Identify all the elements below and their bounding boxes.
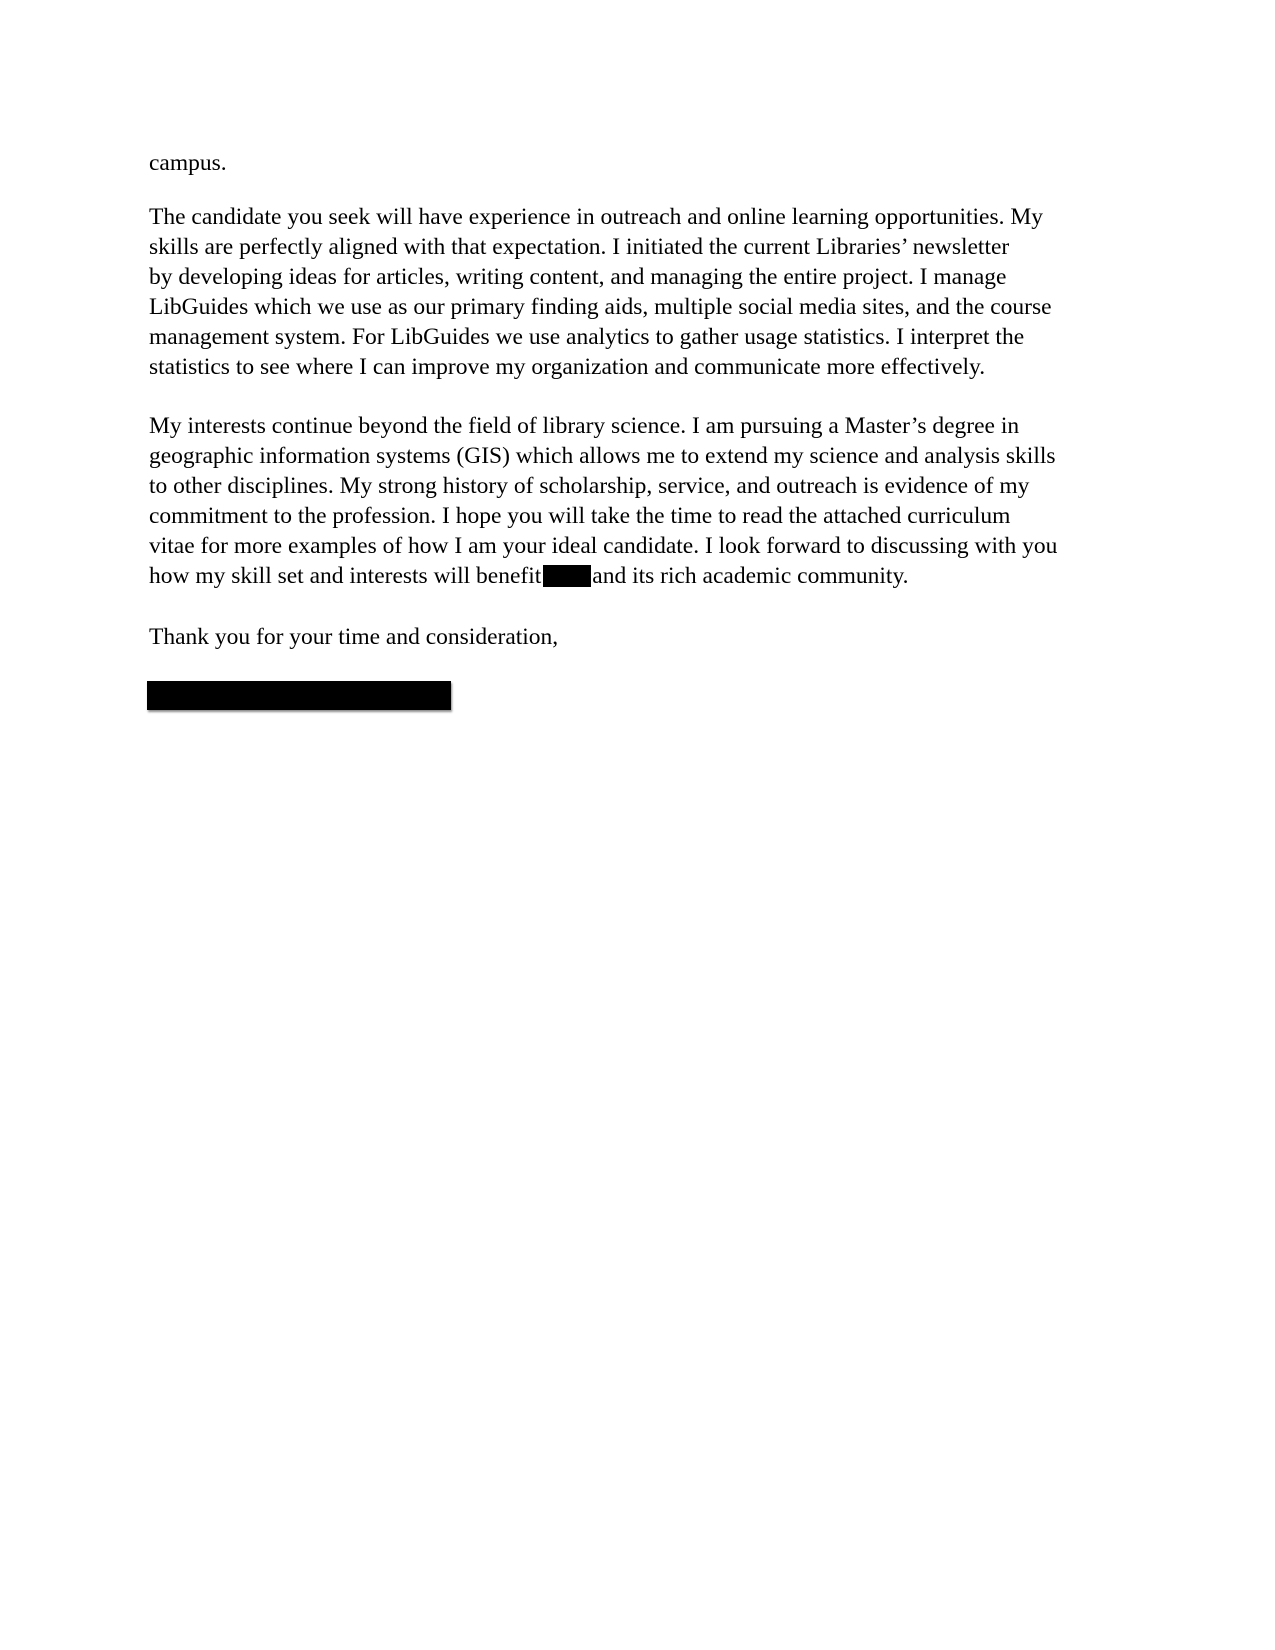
text-line [149, 561, 1129, 591]
text-line: campus. [149, 150, 227, 176]
text-before-redaction: how my skill set and interests will benefit [149, 563, 542, 589]
paragraph-interests [149, 411, 1129, 591]
text-line: Thank you for your time and consideration, [149, 624, 559, 650]
text-line: The candidate you seek will have experience in outreach and online learning opportunities. My [149, 204, 1043, 230]
text-line: by developing ideas for articles, writing content, and managing the entire project. I manage [149, 264, 1007, 290]
paragraph-fragment [149, 148, 1129, 178]
text-after-redaction: and its rich academic community. [592, 563, 909, 589]
text-line: skills are perfectly aligned with that expectation. I initiated the current Libraries’ newsletter [149, 234, 1010, 260]
text-line: LibGuides which we use as our primary finding aids, multiple social media sites, and the course [149, 294, 1052, 320]
redacted-institution-block [543, 565, 591, 587]
text-line: commitment to the profession. I hope you will take the time to read the attached curriculum [149, 503, 1011, 529]
text-line: My interests continue beyond the field of library science. I am pursuing a Master’s degree in [149, 413, 1020, 439]
text-line: management system. For LibGuides we use analytics to gather usage statistics. I interpret the [149, 324, 1025, 350]
text-line: geographic information systems (GIS) which allows me to extend my science and analysis skills [149, 443, 1056, 469]
text-line: vitae for more examples of how I am your ideal candidate. I look forward to discussing with you [149, 533, 1058, 559]
text-line: statistics to see where I can improve my organization and communicate more effectively. [149, 354, 986, 380]
paragraph-outreach [149, 202, 1129, 382]
text-line: to other disciplines. My strong history of scholarship, service, and outreach is evidence of my [149, 473, 1030, 499]
closing-line [149, 622, 1129, 652]
redacted-signature-block [147, 681, 451, 710]
